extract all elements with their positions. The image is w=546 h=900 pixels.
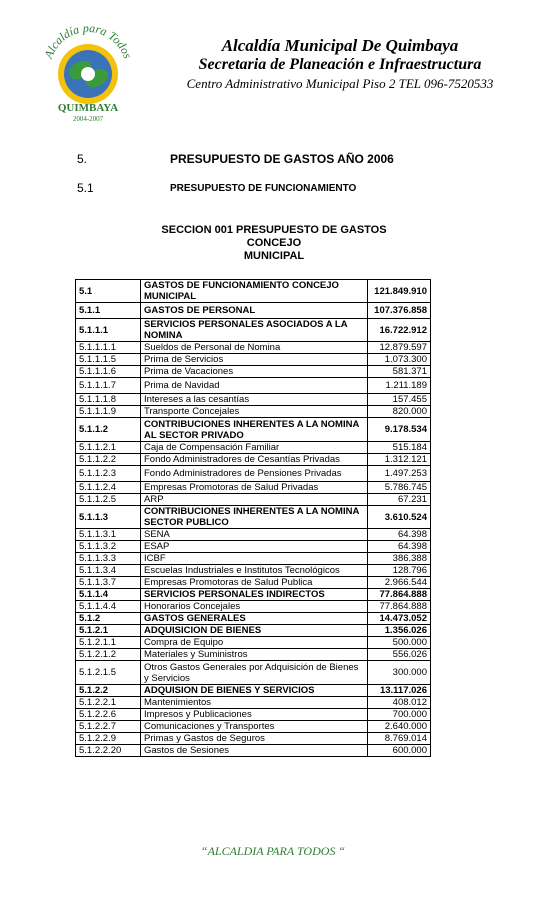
budget-code: 5.1.1.1 <box>76 319 141 342</box>
budget-code: 5.1.1.2.5 <box>76 494 141 506</box>
budget-value: 1.073.300 <box>368 354 431 366</box>
budget-code: 5.1.1.3.1 <box>76 529 141 541</box>
caption-line-2: MUNICIPAL <box>243 250 305 262</box>
budget-code: 5.1.1.3.2 <box>76 541 141 553</box>
table-row <box>76 280 431 303</box>
footer-slogan: “ALCALDIA PARA TODOS “ <box>200 844 346 858</box>
budget-value: 1.356.026 <box>368 625 431 637</box>
logo-name: QUIMBAYA <box>57 102 119 114</box>
table-row <box>76 541 431 553</box>
budget-description: ADQUISION DE BIENES Y SERVICIOS <box>141 685 368 697</box>
table-row <box>76 482 431 494</box>
budget-code: 5.1.1.1.1 <box>76 342 141 354</box>
budget-value: 67.231 <box>368 494 431 506</box>
budget-description: Prima de Servicios <box>141 354 368 366</box>
budget-value: 12.879.597 <box>368 342 431 354</box>
budget-value: 1.497.253 <box>368 466 431 482</box>
budget-code: 5.1.1.3.4 <box>76 565 141 577</box>
table-row <box>76 661 431 685</box>
budget-value: 13.117.026 <box>368 685 431 697</box>
budget-value: 408.012 <box>368 697 431 709</box>
table-row <box>76 303 431 319</box>
budget-code: 5.1.2.2.9 <box>76 733 141 745</box>
table-row <box>76 733 431 745</box>
table-row <box>76 553 431 565</box>
budget-description: Fondo Administradores de Cesantías Privadas <box>141 454 368 466</box>
budget-value: 5.786.745 <box>368 482 431 494</box>
header-title: Alcaldía Municipal De Quimbaya <box>221 36 459 55</box>
table-row <box>76 354 431 366</box>
budget-description: ESAP <box>141 541 368 553</box>
budget-description: ADQUISICION DE BIENES <box>141 625 368 637</box>
logo-arc-text: Alcaldía para Todos <box>41 22 135 61</box>
budget-description: Caja de Compensación Familiar <box>141 442 368 454</box>
budget-description: SERVICIOS PERSONALES ASOCIADOS A LA NOMINA <box>141 319 368 342</box>
budget-code: 5.1.1.2.1 <box>76 442 141 454</box>
budget-value: 3.610.524 <box>368 506 431 529</box>
table-row <box>76 366 431 378</box>
table-caption <box>135 224 413 263</box>
table-row <box>76 649 431 661</box>
budget-value: 386.388 <box>368 553 431 565</box>
section-title: PRESUPUESTO DE GASTOS AÑO 2006 <box>170 152 394 166</box>
section-number: 5. <box>77 152 88 166</box>
table-row <box>76 613 431 625</box>
budget-code: 5.1.2.2.7 <box>76 721 141 733</box>
table-row <box>76 394 431 406</box>
budget-code: 5.1.2.1.5 <box>76 661 141 685</box>
budget-value: 9.178.534 <box>368 418 431 442</box>
budget-description: Transporte Concejales <box>141 406 368 418</box>
budget-description: Impresos y Publicaciones <box>141 709 368 721</box>
budget-description: Sueldos de Personal de Nomina <box>141 342 368 354</box>
budget-description: GASTOS DE PERSONAL <box>141 303 368 319</box>
budget-description: Prima de Vacaciones <box>141 366 368 378</box>
budget-code: 5.1.2 <box>76 613 141 625</box>
budget-code: 5.1.2.2 <box>76 685 141 697</box>
budget-description: Honorarios Concejales <box>141 601 368 613</box>
table-row <box>76 565 431 577</box>
budget-code: 5.1.1.2 <box>76 418 141 442</box>
table-row <box>76 529 431 541</box>
budget-code: 5.1.2.1.2 <box>76 649 141 661</box>
budget-value: 14.473.052 <box>368 613 431 625</box>
budget-description: Primas y Gastos de Seguros <box>141 733 368 745</box>
budget-description: GASTOS GENERALES <box>141 613 368 625</box>
budget-code: 5.1.1.1.5 <box>76 354 141 366</box>
budget-value: 64.398 <box>368 541 431 553</box>
budget-description: Materiales y Suministros <box>141 649 368 661</box>
budget-value: 500.000 <box>368 637 431 649</box>
budget-code: 5.1.1.1.7 <box>76 378 141 394</box>
table-row <box>76 745 431 757</box>
budget-code: 5.1.1 <box>76 303 141 319</box>
budget-value: 77.864.888 <box>368 589 431 601</box>
table-row <box>76 709 431 721</box>
municipal-logo <box>40 22 136 124</box>
budget-description: Intereses a las cesantías <box>141 394 368 406</box>
budget-code: 5.1.2.2.20 <box>76 745 141 757</box>
table-row <box>76 319 431 342</box>
budget-description: Empresas Promotoras de Salud Publica <box>141 577 368 589</box>
table-row <box>76 342 431 354</box>
budget-code: 5.1.1.4.4 <box>76 601 141 613</box>
budget-value: 2.640.000 <box>368 721 431 733</box>
table-row <box>76 442 431 454</box>
budget-description: Gastos de Sesiones <box>141 745 368 757</box>
table-row <box>76 406 431 418</box>
budget-code: 5.1.1.2.2 <box>76 454 141 466</box>
budget-value: 600.000 <box>368 745 431 757</box>
budget-description: CONTRIBUCIONES INHERENTES A LA NOMINA SECTOR PUBLICO <box>141 506 368 529</box>
budget-description: GASTOS DE FUNCIONAMIENTO CONCEJO MUNICIPAL <box>141 280 368 303</box>
budget-value: 1.312.121 <box>368 454 431 466</box>
budget-value: 107.376.858 <box>368 303 431 319</box>
header-contact: Centro Administrativo Municipal Piso 2 TEL 096-7520533 <box>186 76 494 91</box>
budget-code: 5.1.1.3.3 <box>76 553 141 565</box>
subsection-number: 5.1 <box>77 181 94 195</box>
budget-code: 5.1.1.3 <box>76 506 141 529</box>
budget-description: Comunicaciones y Transportes <box>141 721 368 733</box>
caption-line-1: SECCION 001 PRESUPUESTO DE GASTOS CONCEJO <box>161 224 387 249</box>
table-row <box>76 506 431 529</box>
budget-code: 5.1.2.1.1 <box>76 637 141 649</box>
budget-value: 1.211.189 <box>368 378 431 394</box>
budget-value: 77.864.888 <box>368 601 431 613</box>
budget-code: 5.1.1.2.4 <box>76 482 141 494</box>
budget-code: 5.1.1.1.8 <box>76 394 141 406</box>
budget-table <box>75 279 431 757</box>
logo-years: 2004-2007 <box>72 115 104 123</box>
table-row <box>76 454 431 466</box>
budget-description: Empresas Promotoras de Salud Privadas <box>141 482 368 494</box>
budget-code: 5.1.1.1.9 <box>76 406 141 418</box>
budget-description: CONTRIBUCIONES INHERENTES A LA NOMINA AL SECTOR PRIVADO <box>141 418 368 442</box>
budget-code: 5.1.1.3.7 <box>76 577 141 589</box>
table-row <box>76 378 431 394</box>
budget-value: 820.000 <box>368 406 431 418</box>
budget-value: 300.000 <box>368 661 431 685</box>
budget-value: 581.371 <box>368 366 431 378</box>
subsection-title: PRESUPUESTO DE FUNCIONAMIENTO <box>170 183 357 194</box>
table-row <box>76 601 431 613</box>
budget-code: 5.1 <box>76 280 141 303</box>
table-row <box>76 625 431 637</box>
budget-description: ICBF <box>141 553 368 565</box>
budget-description: Otros Gastos Generales por Adquisición de Bienes y Servicios <box>141 661 368 685</box>
budget-code: 5.1.1.2.3 <box>76 466 141 482</box>
table-row <box>76 637 431 649</box>
table-row <box>76 589 431 601</box>
budget-description: SENA <box>141 529 368 541</box>
budget-description: ARP <box>141 494 368 506</box>
budget-description: SERVICIOS PERSONALES INDIRECTOS <box>141 589 368 601</box>
budget-value: 8.769.014 <box>368 733 431 745</box>
table-row <box>76 721 431 733</box>
budget-value: 16.722.912 <box>368 319 431 342</box>
budget-code: 5.1.2.1 <box>76 625 141 637</box>
budget-code: 5.1.1.4 <box>76 589 141 601</box>
table-row <box>76 418 431 442</box>
budget-value: 700.000 <box>368 709 431 721</box>
budget-value: 515.184 <box>368 442 431 454</box>
budget-description: Mantenimientos <box>141 697 368 709</box>
budget-description: Prima de Navidad <box>141 378 368 394</box>
budget-code: 5.1.1.1.6 <box>76 366 141 378</box>
budget-value: 128.796 <box>368 565 431 577</box>
budget-description: Fondo Administradores de Pensiones Privadas <box>141 466 368 482</box>
budget-value: 2.966.544 <box>368 577 431 589</box>
budget-description: Escuelas Industriales e Institutos Tecnológicos <box>141 565 368 577</box>
budget-value: 64.398 <box>368 529 431 541</box>
table-row <box>76 466 431 482</box>
budget-code: 5.1.2.2.6 <box>76 709 141 721</box>
header-subtitle: Secretaria de Planeación e Infraestructura <box>198 56 482 73</box>
table-row <box>76 494 431 506</box>
budget-description: Compra de Equipo <box>141 637 368 649</box>
table-row <box>76 697 431 709</box>
table-row <box>76 685 431 697</box>
table-row <box>76 577 431 589</box>
budget-value: 121.849.910 <box>368 280 431 303</box>
budget-value: 157.455 <box>368 394 431 406</box>
budget-code: 5.1.2.2.1 <box>76 697 141 709</box>
budget-value: 556.026 <box>368 649 431 661</box>
